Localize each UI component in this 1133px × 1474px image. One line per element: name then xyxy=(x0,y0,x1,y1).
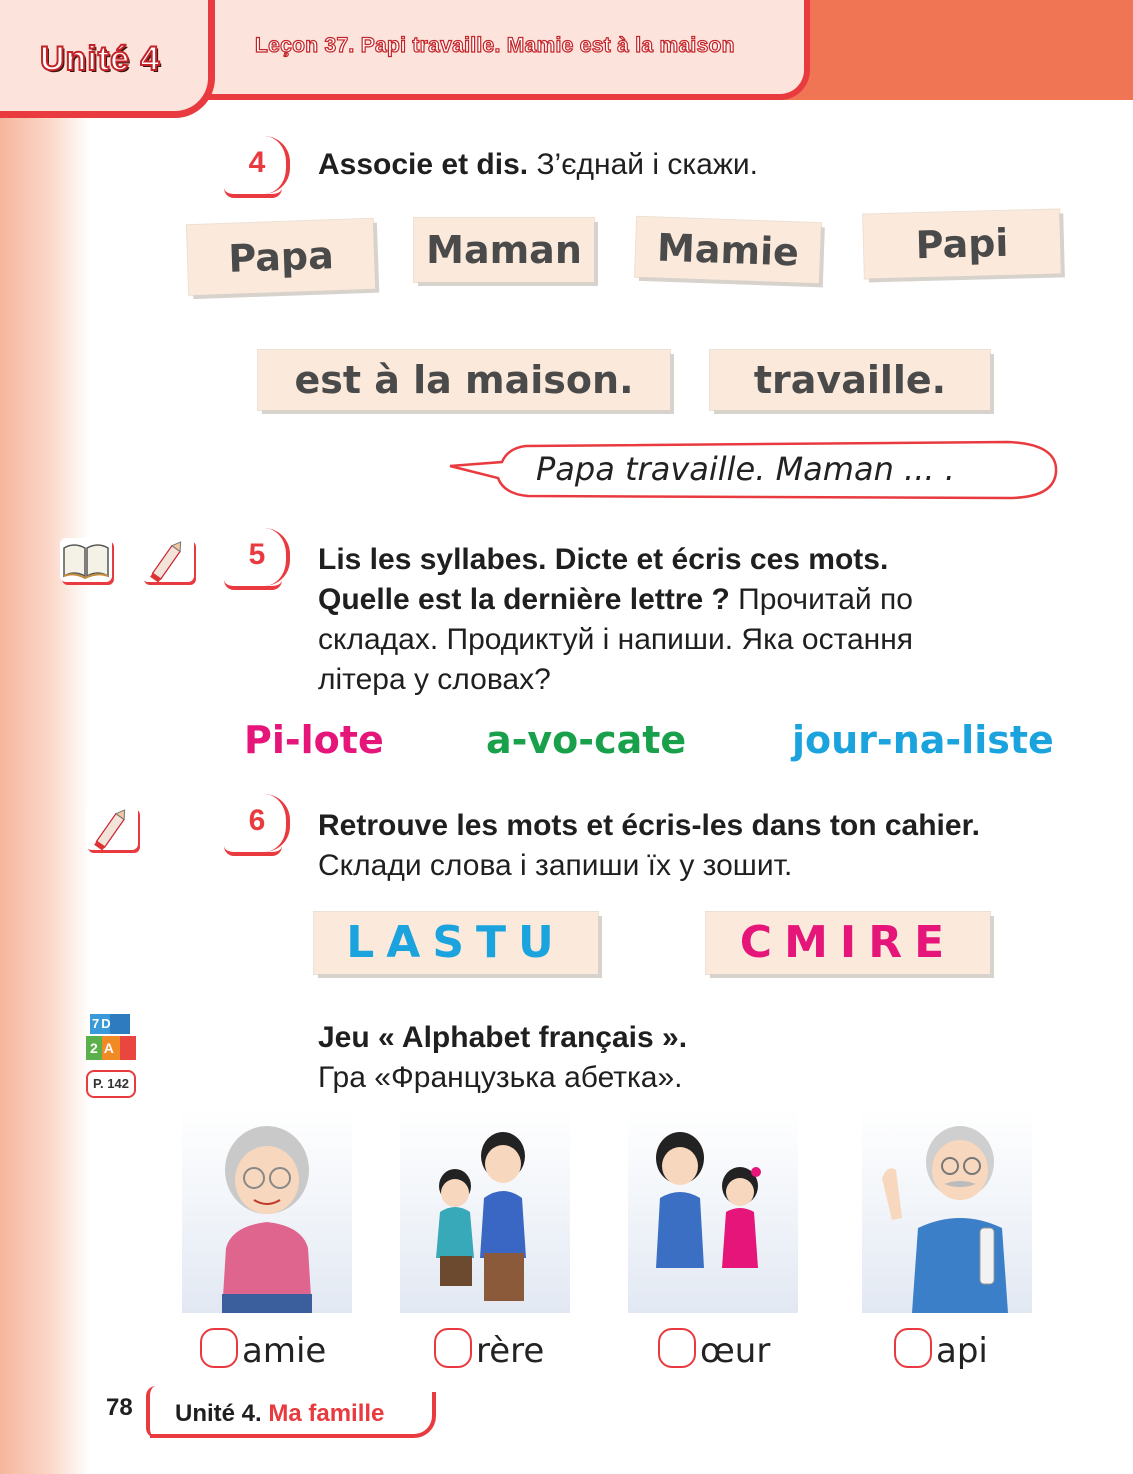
picture-grandmother xyxy=(182,1108,352,1313)
page-reference-badge[interactable]: P. 142 xyxy=(86,1070,136,1098)
game-title-ua: Гра «Французька абетка». xyxy=(318,1061,683,1094)
answer-soeur xyxy=(658,1328,770,1371)
left-gradient-strip xyxy=(0,0,90,1474)
letter-box-1[interactable] xyxy=(200,1328,238,1368)
word-card-travaille[interactable]: travaille. xyxy=(710,350,990,410)
exercise-4-instruction-ua: З’єднай і скажи. xyxy=(536,148,759,181)
picture-grandfather xyxy=(862,1108,1032,1313)
speech-bubble-text: Papa travaille. Maman ... . xyxy=(536,450,955,488)
exercise-5-instruction-ua-3: літера у словах? xyxy=(318,663,551,696)
game-title-fr: Jeu « Alphabet français ». xyxy=(318,1021,688,1054)
header-orange-band xyxy=(780,0,1133,100)
unit-title: Unité 4 xyxy=(40,40,161,78)
answer-mamie xyxy=(200,1328,326,1371)
syllables-avocate: a-vo-cate xyxy=(486,718,687,762)
exercise-5-instruction-fr-1: Lis les syllabes. Dicte et écris ces mots. xyxy=(318,543,889,576)
pencil-icon-2 xyxy=(86,806,138,850)
picture-brothers xyxy=(400,1108,570,1313)
word-card-papi[interactable]: Papi xyxy=(863,209,1061,278)
answer-rest-2: rère xyxy=(476,1331,545,1371)
exercise-5-instruction-ua-1: Прочитай по xyxy=(729,583,913,616)
alphabet-blocks-icon xyxy=(86,1012,136,1066)
exercise-5-instruction-fr-2: Quelle est la dernière lettre ? xyxy=(318,583,730,616)
footer-title xyxy=(175,1400,384,1428)
answer-rest-4: api xyxy=(936,1331,988,1371)
syllables-journaliste: jour-na-liste xyxy=(792,718,1054,762)
letter-box-3[interactable] xyxy=(658,1328,696,1368)
picture-sisters xyxy=(628,1108,798,1313)
book-icon xyxy=(60,538,112,582)
answer-papi xyxy=(894,1328,988,1371)
game-title xyxy=(318,1018,687,1098)
scrambled-word-cmire[interactable]: CMIRE xyxy=(706,912,990,974)
syllables-pilote: Pi-lote xyxy=(244,718,384,762)
exercise-5-instruction-ua-2: складах. Продиктуй і напиши. Яка остання xyxy=(318,623,914,656)
letter-box-4[interactable] xyxy=(894,1328,932,1368)
exercise-6-instruction-fr: Retrouve les mots et écris-les dans ton cahier. xyxy=(318,809,980,842)
exercise-4-instruction-fr: Associe et dis. xyxy=(318,148,529,181)
word-card-papa[interactable]: Papa xyxy=(187,219,375,295)
exercise-4-instruction xyxy=(318,145,758,185)
exercise-5-number: 5 xyxy=(222,532,292,588)
word-card-maman[interactable]: Maman xyxy=(414,218,594,282)
alphabet-block-label-1: 7D xyxy=(92,1016,113,1031)
pencil-icon xyxy=(142,538,194,582)
scrambled-word-lastu[interactable]: LASTU xyxy=(314,912,598,974)
exercise-4-number: 4 xyxy=(222,140,292,196)
exercise-6-instruction xyxy=(318,806,980,886)
word-card-est-a-la-maison[interactable]: est à la maison. xyxy=(258,350,670,410)
word-card-mamie[interactable]: Mamie xyxy=(635,217,821,283)
exercise-6-instruction-ua: Склади слова і запиши їх у зошит. xyxy=(318,849,793,882)
exercise-5-instruction xyxy=(318,540,1060,700)
answer-frere xyxy=(434,1328,544,1371)
footer-chapter: Ma famille xyxy=(268,1400,385,1427)
page-number: 78 xyxy=(106,1394,133,1421)
footer-unit: Unité 4. xyxy=(175,1400,262,1427)
lesson-title: Leçon 37. Papi travaille. Mamie est à la maison xyxy=(255,34,735,57)
letter-box-2[interactable] xyxy=(434,1328,472,1368)
alphabet-block-label-2: 2A xyxy=(90,1040,120,1056)
answer-rest-1: amie xyxy=(242,1331,327,1371)
answer-rest-3: œur xyxy=(700,1331,771,1371)
speech-bubble xyxy=(448,440,1060,502)
exercise-6-number: 6 xyxy=(222,798,292,854)
